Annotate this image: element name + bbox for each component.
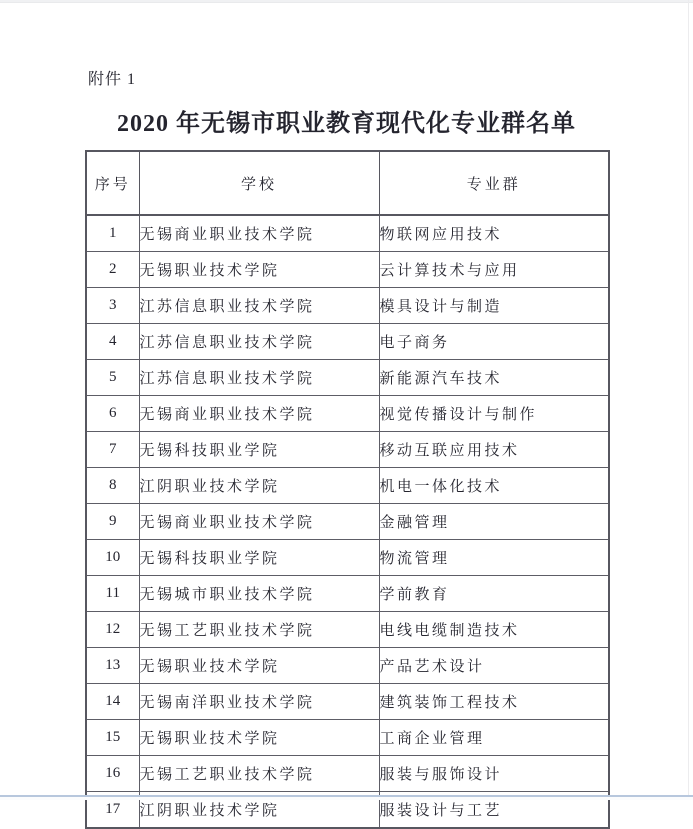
column-header-no: 序号: [86, 151, 139, 215]
cell-group: 金融管理: [379, 504, 609, 540]
cell-school: 无锡科技职业学院: [139, 432, 379, 468]
table-row: [86, 432, 609, 468]
cell-school: 无锡科技职业学院: [139, 540, 379, 576]
cell-no: 15: [86, 720, 139, 756]
cell-no: 16: [86, 756, 139, 792]
cell-group: 视觉传播设计与制作: [379, 396, 609, 432]
cell-no: 11: [86, 576, 139, 612]
cell-no: 13: [86, 648, 139, 684]
table-body: [86, 215, 609, 828]
table-row: [86, 468, 609, 504]
cell-no: 5: [86, 360, 139, 396]
cell-no: 2: [86, 252, 139, 288]
cell-group: 机电一体化技术: [379, 468, 609, 504]
cell-school: 无锡商业职业技术学院: [139, 396, 379, 432]
column-header-school: 学校: [139, 151, 379, 215]
cell-group: 建筑装饰工程技术: [379, 684, 609, 720]
table-row: [86, 648, 609, 684]
cell-no: 17: [86, 792, 139, 829]
cell-group: 电子商务: [379, 324, 609, 360]
cell-group: 物联网应用技术: [379, 215, 609, 252]
table-row: [86, 720, 609, 756]
cell-group: 工商企业管理: [379, 720, 609, 756]
table-row: [86, 612, 609, 648]
cell-no: 10: [86, 540, 139, 576]
cell-no: 6: [86, 396, 139, 432]
cell-group: 新能源汽车技术: [379, 360, 609, 396]
cell-group: 学前教育: [379, 576, 609, 612]
table-row: [86, 360, 609, 396]
cell-school: 江阴职业技术学院: [139, 792, 379, 829]
professional-groups-table: [85, 150, 610, 829]
cell-group: 产品艺术设计: [379, 648, 609, 684]
cell-no: 14: [86, 684, 139, 720]
cell-no: 8: [86, 468, 139, 504]
table-row: [86, 684, 609, 720]
cell-school: 无锡工艺职业技术学院: [139, 756, 379, 792]
table-container: [85, 150, 610, 829]
cell-no: 1: [86, 215, 139, 252]
cell-school: 无锡工艺职业技术学院: [139, 612, 379, 648]
cell-school: 无锡城市职业技术学院: [139, 576, 379, 612]
table-row: [86, 288, 609, 324]
table-row: [86, 504, 609, 540]
cell-group: 移动互联应用技术: [379, 432, 609, 468]
table-row: [86, 215, 609, 252]
cell-group: 服装设计与工艺: [379, 792, 609, 829]
cell-group: 电线电缆制造技术: [379, 612, 609, 648]
page-title: 2020 年无锡市职业教育现代化专业群名单: [117, 111, 576, 137]
cell-no: 12: [86, 612, 139, 648]
table-row: [86, 576, 609, 612]
column-header-group: 专业群: [379, 151, 609, 215]
cell-school: 无锡商业职业技术学院: [139, 504, 379, 540]
cell-school: 无锡南洋职业技术学院: [139, 684, 379, 720]
cell-school: 无锡职业技术学院: [139, 648, 379, 684]
table-row: [86, 252, 609, 288]
table-row: [86, 756, 609, 792]
cell-group: 云计算技术与应用: [379, 252, 609, 288]
cell-school: 江苏信息职业技术学院: [139, 324, 379, 360]
cell-school: 江阴职业技术学院: [139, 468, 379, 504]
cell-school: 无锡商业职业技术学院: [139, 215, 379, 252]
table-row: [86, 396, 609, 432]
cell-group: 服装与服饰设计: [379, 756, 609, 792]
cell-no: 9: [86, 504, 139, 540]
cell-no: 4: [86, 324, 139, 360]
table-row: [86, 324, 609, 360]
page-top-edge: [0, 0, 693, 3]
attachment-label: 附件 1: [88, 71, 137, 88]
cell-no: 3: [86, 288, 139, 324]
cell-school: 江苏信息职业技术学院: [139, 288, 379, 324]
table-header-row: [86, 151, 609, 215]
table-header: [86, 151, 609, 215]
table-row: [86, 540, 609, 576]
cell-school: 无锡职业技术学院: [139, 720, 379, 756]
cell-school: 江苏信息职业技术学院: [139, 360, 379, 396]
cell-group: 模具设计与制造: [379, 288, 609, 324]
cell-group: 物流管理: [379, 540, 609, 576]
cell-school: 无锡职业技术学院: [139, 252, 379, 288]
cell-no: 7: [86, 432, 139, 468]
